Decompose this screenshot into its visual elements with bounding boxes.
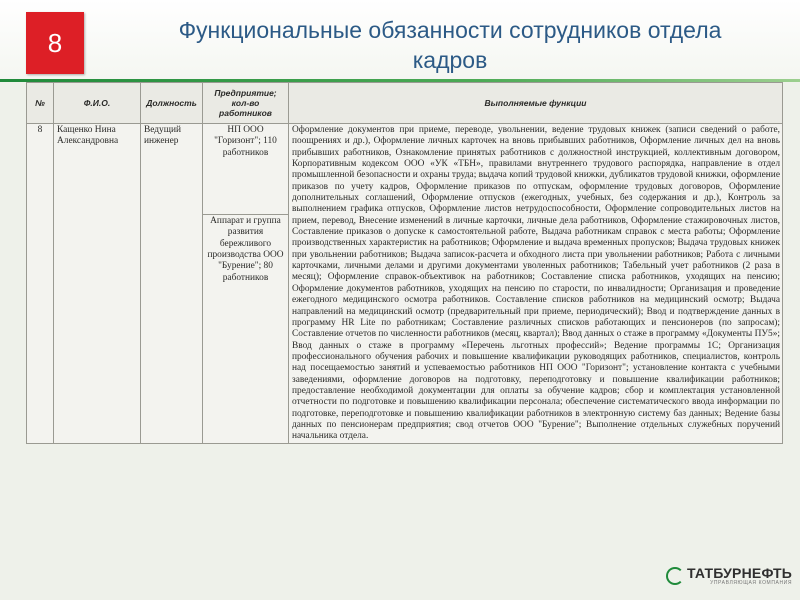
- cell-functions: Оформление документов при приеме, переводе, увольнении, ведение трудовых книжек (записи сведений о работе, поощрениях и др.), Оформление личных карточек на вновь прибывших работников, Оформление личных дел на вновь прибывших работников, Ознакомление принятых работников с должностной инструкцией, коллективным договором, Корпоративным кодексом ООО «УК «ТБН», правилами внутреннего трудового распорядка, направление в отдел промышленной безопасности и охраны труда; выдача копий трудовой книжки, дубликатов трудовой книжки, оформление приказов по учету кадров, Оформление приказов по отпускам, оформление трудовых договоров, Оформление дополнительных соглашений, Оформление отпусков (ежегодных, учебных, без содержания и др.), Контроль за выполнением графика отпусков, Оформление листов нетрудоспособности, Оформление сопроводительных листов на прием, перевод, Внесение изменений в личные карточки, личные дела работников, Оформление стажировочных листов, Составление приказов о допуске к самостоятельной работе, Выдача работникам справок с места работы; Оформление производственных характеристик на работников; Оформление и выдача временных пропусков; Выдача трудовых книжек при увольнении работников; Выдача записок-расчета и обходного листа при увольнении работников; Работа с личными карточками, личными делами и другими документами уволенных работников; Табельный учет работников (2 раза в месяц); Оформление справок-объективок на работников; Составление списка работников, уходящих на пенсию; Оформление документов работников, уходящих на пенсию по старости, по инвалидности; Организация и проведение ежегодного медицинского осмотра работников. Составление списков работников на медицинский осмотр; Выдача направлений на медицинский осмотр (предварительный при приеме, периодический); Ввод и подтверждение данных в программу HR Lite по работникам; Составление различных списков работающих и пенсионеров (по запросам); Составление отчетов по численности работников (месяц, квартал); Ввод данных о стаже в программу «Документы ПУ5»; Ввод данных о стаже в программу «Перечень льготных профессий»; Ведение программы 1С; Организация профессионального обучения рабочих и повышение квалификации руководящих работников, специалистов, контроль над посещаемостью занятий и успеваемостью работников НП ООО "Горизонт"; установление контакта с учебными заведениями, оформление договоров на подготовку, переподготовку и повышение квалификации работников; предоставление необходимой документации для оплаты за обучение кадров; сбор и комплектация установленной отчетности по подготовке и повышению квалификации персонала; обеспечение систематического ввода информации по подготовке, переподготовке и повышению квалификации работников в электронную систему баз данных; Ведение базы данных по пенсионерам предприятия; свод отчетов ООО "Бурение"; Выполнение отдельных служебных поручений начальника отдела.: [289, 124, 783, 444]
- table-header-row: [27, 83, 783, 124]
- slide-title: Функциональные обязанности сотрудников отдела кадров: [178, 17, 722, 73]
- column-header-enterprise: Предприятие; кол-во работников: [203, 83, 289, 124]
- logo-subtitle: УПРАВЛЯЮЩАЯ КОМПАНИЯ: [710, 580, 793, 586]
- cell-employee-name: Кащенко Нина Александровна: [54, 124, 141, 444]
- cell-enterprise-horizont: НП ООО "Горизонт"; 110 работников: [203, 124, 289, 215]
- column-header-num: №: [27, 83, 54, 124]
- cell-num: 8: [27, 124, 54, 444]
- cell-enterprise-burenie: Аппарат и группа развития бережливого производства ООО "Бурение"; 80 работников: [203, 215, 289, 444]
- duties-table-container: [26, 82, 782, 444]
- slide-number-badge: 8: [26, 12, 84, 74]
- cell-position: Ведущий инженер: [141, 124, 203, 444]
- table-row: [27, 124, 783, 215]
- logo-name: ТАТБУРНЕФТЬ: [687, 565, 793, 581]
- logo-swirl-icon: [666, 567, 684, 585]
- tatburneft-logo: [666, 565, 792, 587]
- column-header-position: Должность: [141, 83, 203, 124]
- column-header-name: Ф.И.О.: [54, 83, 141, 124]
- column-header-functions: Выполняемые функции: [289, 83, 783, 124]
- duties-table: [26, 82, 783, 444]
